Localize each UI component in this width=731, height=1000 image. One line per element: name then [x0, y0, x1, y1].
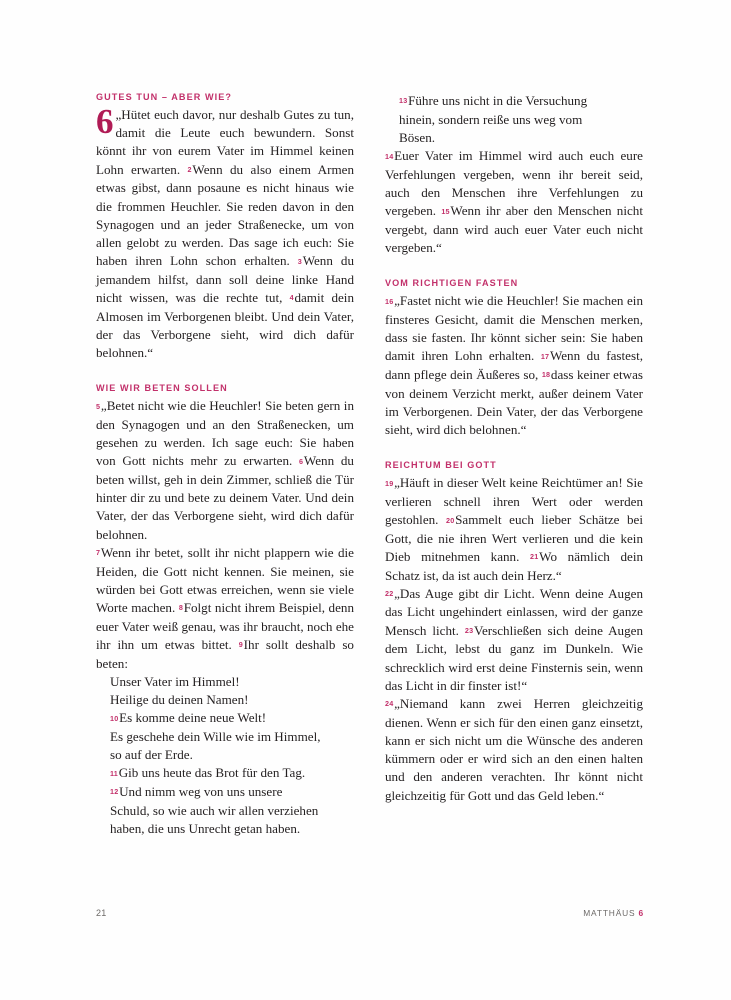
lords-prayer-block-right: [385, 92, 643, 147]
verse-number-2: 2: [187, 165, 192, 175]
prayer-line-text: Gib uns heute das Brot für den Tag.: [118, 765, 306, 781]
verse-text-19: „Häuft in dieser Welt keine Reichtümer an! Sie verlieren schnell ihren Wert oder werden gestohlen.: [385, 475, 643, 528]
verse-number-6: 6: [299, 456, 304, 466]
verse-text-1: „Hütet euch davor, nur deshalb Gutes zu tun, damit die Leute euch bewundern. Sonst könnt ihr von eurem Vater im Himmel keinen Lohn erwarten.: [96, 107, 354, 177]
verse-text-2: Wenn du also einem Armen etwas gibst, dann posaune es nicht hinaus wie die frommen Heuchler. Sie reden davon in den Synagogen und an jeder Straßenecke, um von allen gelobt zu werden. Das sage ich euch: Sie haben ihren Lohn schon erhalten.: [96, 161, 355, 269]
verse-text-18: dass keiner etwas von deinem Verzicht merkt, außer deinem Vater im Verborgenen. Dein Vater, der das Verborgene sieht, wird dich belohnen.“: [385, 366, 643, 438]
verse-number-8: 8: [178, 603, 184, 613]
verse-text-21: Wo nämlich dein Schatz ist, da ist auch dein Herz.“: [385, 548, 644, 583]
prayer-line: [110, 709, 354, 728]
paragraph-verses-16-18: [385, 292, 643, 439]
prayer-line: Schuld, so wie auch wir allen verziehen: [110, 802, 319, 818]
verse-text-6: Wenn du beten willst, geh in dein Zimmer, schließ die Tür hinter dir zu und bete zu deinem Vater. Und dein Vater, der das Verborgene sieht, wird dich dafür belohnen.: [96, 453, 354, 542]
verse-number-20: 20: [446, 515, 455, 525]
verse-number-13: 13: [399, 96, 408, 106]
verse-number-11: 11: [110, 768, 118, 778]
verse-text-14: Euer Vater im Himmel wird auch euch eure Verfehlungen vergeben, wenn ihr bereit seid, auch den Menschen ihre Verfehlungen zu vergeben.: [385, 148, 643, 219]
verse-text-5: „Betet nicht wie die Heuchler! Sie beten gern in den Synagogen und an den Straßenecken, um gesehen zu werden. Ich sage euch: Sie haben von Gott nichts mehr zu erwarten.: [96, 398, 354, 469]
verse-number-24: 24: [385, 699, 394, 709]
verse-number-9: 9: [238, 640, 243, 650]
verse-text-17: Wenn du fastest, dann pflege dein Äußeres so,: [385, 348, 643, 382]
paragraph-verses-5-6: [96, 397, 354, 544]
verse-number-7: 7: [96, 548, 101, 558]
prayer-line-text: Es komme deine neue Welt!: [119, 710, 267, 726]
prayer-line: haben, die uns Unrecht getan haben.: [110, 820, 301, 836]
paragraph-verses-1-4: [96, 102, 355, 362]
lords-prayer-block-left: [96, 673, 354, 838]
section-heading-reichtum-bei-gott: REICHTUM BEI GOTT: [385, 460, 497, 471]
verse-text-7: Wenn ihr betet, sollt ihr nicht plappern wie die Heiden, die Gott nicht kennen. Sie meinen, sie würden bei Gott etwas erreichen, wenn sie viele Worte machen.: [96, 544, 354, 615]
prayer-line: hinein, sondern reiße uns weg vom: [399, 111, 583, 127]
chapter-dropcap: 6: [96, 102, 114, 141]
prayer-line: [110, 764, 354, 783]
verse-text-23: Verschließen sich deine Augen dem Licht, lebst du ganz im Dunkeln. Wie schrecklich wird erst deine Finsternis sein, wenn das Licht in dir finster ist!“: [385, 622, 644, 693]
verse-text-24: „Niemand kann zwei Herren gleichzeitig dienen. Wenn er sich für den einen ganz einsetzt, kann er sich nicht um die Wünsche des anderen kümmern oder er wird sich an den einen halten und den anderen verachten. Ihr könnt nicht gleichzeitig für Gott und das Geld leben.“: [385, 695, 643, 803]
left-column: [96, 92, 354, 862]
prayer-line: Unser Vater im Himmel!: [110, 673, 240, 689]
verse-number-10: 10: [110, 713, 119, 723]
prayer-line-text: Führe uns nicht in die Versuchung: [408, 93, 588, 108]
paragraph-verses-19-21: [385, 474, 643, 585]
prayer-line-text: Und nimm weg von uns unsere: [119, 783, 283, 799]
verse-number-4: 4: [289, 293, 294, 303]
verse-number-17: 17: [540, 351, 550, 361]
prayer-line: Heilige du deinen Namen!: [110, 691, 249, 707]
prayer-line: so auf der Erde.: [110, 747, 193, 763]
running-head-chapter: 6: [638, 908, 644, 918]
verse-text-4: damit dein Almosen im Verborgenen bleibt. Und dein Vater, der das Verborgene sieht, wird dich dafür belohnen.“: [96, 290, 354, 361]
prayer-line: Es geschehe dein Wille wie im Himmel,: [110, 728, 321, 744]
verse-number-15: 15: [441, 206, 450, 216]
verse-text-16: „Fastet nicht wie die Heuchler! Sie machen ein finsteres Gesicht, damit die Menschen merken, dass sie fasten. Ihr könnt sicher sein: Sie haben damit ihren Lohn erhalten.: [385, 293, 643, 364]
page-content: [96, 92, 644, 862]
verse-number-21: 21: [530, 552, 539, 562]
verse-number-14: 14: [385, 151, 394, 161]
verse-number-23: 23: [464, 626, 474, 636]
prayer-line: [110, 783, 354, 802]
verse-text-3: Wenn du jemandem hilfst, dann soll deine linke Hand nicht wissen, was die rechte tut,: [96, 253, 354, 306]
verse-text-20: Sammelt euch lieber Schätze bei Gott, die nie ihren Wert verlieren und die kein Dieb mitnehmen kann.: [385, 512, 643, 564]
page-footer: [96, 908, 644, 918]
paragraph-verses-7-9: [96, 544, 354, 673]
verse-number-16: 16: [385, 296, 394, 306]
verse-number-19: 19: [385, 478, 394, 488]
verse-number-5: 5: [96, 401, 101, 411]
prayer-line: Bösen.: [399, 129, 436, 145]
running-head-book: MATTHÄUS: [583, 908, 636, 918]
verse-number-18: 18: [541, 370, 551, 380]
page-number: 21: [96, 908, 107, 918]
verse-number-3: 3: [297, 256, 302, 266]
paragraph-verse-24: [385, 695, 643, 805]
verse-text-22: „Das Auge gibt dir Licht. Wenn deine Augen das Licht ungehindert einlassen, wird der ganze Mensch licht.: [385, 585, 643, 638]
verse-text-15: Wenn ihr aber den Menschen nicht vergebt, dann wird auch euer Vater euch nicht vergeben.“: [385, 203, 643, 256]
verse-text-8: Folgt nicht ihrem Beispiel, denn euer Vater weiß genau, was ihr braucht, noch ehe ihr ihn um etwas bittet.: [96, 600, 354, 652]
right-column: [385, 92, 643, 862]
paragraph-verses-22-23: [385, 585, 643, 695]
section-heading-vom-richtigen-fasten: VOM RICHTIGEN FASTEN: [385, 278, 519, 289]
running-head: [583, 908, 644, 918]
verse-number-12: 12: [110, 787, 119, 797]
verse-text-9: Ihr sollt deshalb so beten:: [96, 636, 354, 671]
verse-number-22: 22: [385, 589, 394, 599]
section-heading-wie-wir-beten-sollen: WIE WIR BETEN SOLLEN: [96, 383, 228, 394]
prayer-line: [399, 92, 643, 111]
section-heading-gutes-tun: GUTES TUN – ABER WIE?: [96, 92, 233, 102]
two-column-layout: [96, 92, 644, 862]
paragraph-verses-14-15: [385, 147, 643, 257]
